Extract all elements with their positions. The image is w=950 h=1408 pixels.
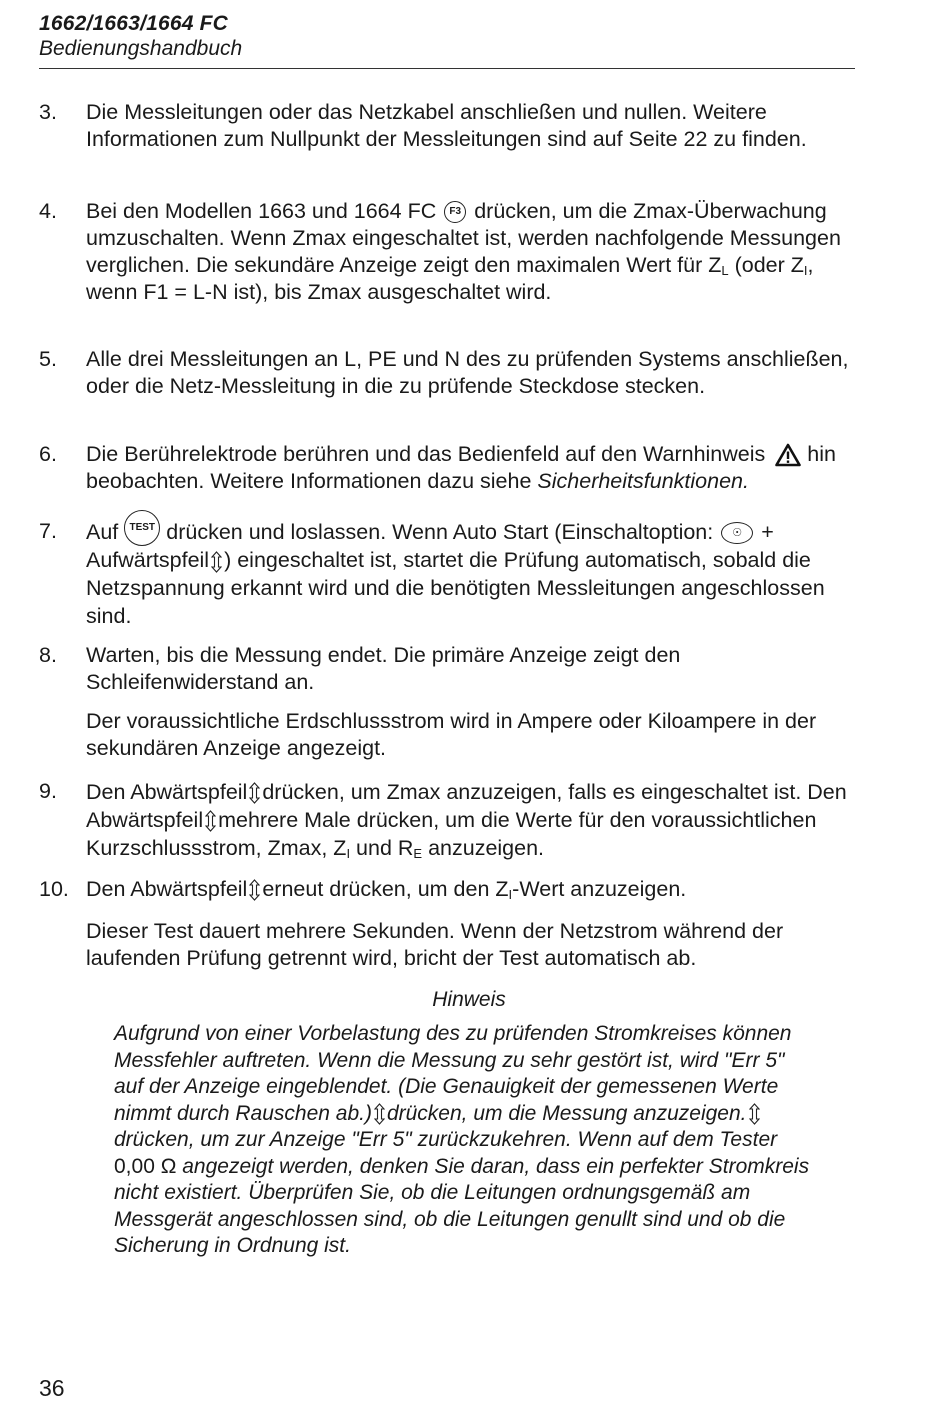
step-text-part: drücken, um die Zmax-Überwachung umzuschalten. Wenn Zmax eingeschaltet ist, werden nachfolgende Messungen verglichen. Die sekundäre Anzeige zeigt den maximalen Wert für Z [86, 199, 841, 277]
note-text-part: drücken, um zur Anzeige "Err 5" zurückzukehren. Wenn auf dem Tester [114, 1128, 778, 1151]
step-number: 10. [39, 877, 69, 901]
step-text-part: Den Abwärtspfeil [86, 877, 248, 901]
note-text-part: Aufgrund von einer Vorbelastung des zu prüfenden Stromkreises können Messfehler auftreten. Wenn die Messung zu sehr gestört ist, wird "Err 5" auf der Anzeige eingeblendet. (Die Genauigkeit der gemessenen Werte nimmt durch Rauschen ab.) [114, 1022, 792, 1125]
step-text: Die Messleitungen oder das Netzkabel anschließen und nullen. Weitere Informationen zum Nullpunkt der Messleitungen sind auf Seite 22 zu finden. [86, 100, 807, 151]
step-number: 9. [39, 779, 57, 803]
step-text-part: drücken, um Zmax anzuzeigen, falls es eingeschaltet ist. Den Abwärtspfeil [86, 780, 847, 832]
step-number: 8. [39, 643, 57, 667]
cross-reference: Sicherheitsfunktionen. [537, 469, 749, 493]
test-button-icon: TEST [124, 510, 160, 546]
header-model: 1662/1663/1664 FC [39, 12, 229, 35]
step-text-part: Die Berührelektrode berühren und das Bedienfeld auf den Warnhinweis [86, 442, 766, 466]
note-text-part: drücken, um die Messung anzuzeigen. [386, 1101, 747, 1125]
step-text-part: , wenn F1 = L-N ist), bis Zmax ausgeschaltet wird. [86, 253, 814, 304]
step-text [86, 778, 856, 862]
updown-arrow-key-icon [249, 782, 260, 804]
page-number: 36 [39, 1375, 65, 1401]
subscript: E [413, 846, 423, 861]
step-text-part: Den Abwärtspfeil [86, 780, 248, 804]
step-text-part: anzuzeigen. [428, 836, 545, 860]
step-10-paragraph: Dieser Test dauert mehrere Sekunden. Wenn der Netzstrom während der laufenden Prüfung getrennt wird, bricht der Test automatisch ab. [86, 919, 784, 970]
step-text-part: erneut drücken, um den Z [262, 877, 509, 901]
subscript: I [803, 263, 808, 278]
step-text-part: mehrere Male drücken, um die Werte für den voraussichtlichen Kurzschlussstrom, Zmax, Z [86, 808, 817, 860]
step-number: 3. [39, 100, 57, 124]
step-text-part: drücken und loslassen. Wenn Auto Start (Einschaltoption: [166, 520, 714, 544]
step-text [86, 198, 856, 306]
step-text: Warten, bis die Messung endet. Die primäre Anzeige zeigt den Schleifenwiderstand an. [86, 643, 681, 694]
step-text-part: Aufwärtspfeil [86, 548, 210, 573]
updown-arrow-key-icon [749, 1103, 760, 1125]
step-text-part: Auf [86, 520, 119, 544]
updown-arrow-key-icon [374, 1103, 385, 1125]
warning-triangle-icon [775, 443, 801, 467]
updown-arrow-key-icon [205, 810, 216, 832]
step-text: Alle drei Messleitungen an L, PE und N des zu prüfenden Systems anschließen, oder die Netz-Messleitung in die zu prüfende Steckdose stecken. [86, 347, 849, 398]
step-text-part: (oder Z [734, 253, 804, 277]
note-body [114, 1021, 814, 1260]
step-number: 6. [39, 442, 57, 466]
note-title: Hinweis [432, 988, 506, 1011]
step-text [86, 876, 856, 903]
header-document-title: Bedienungshandbuch [39, 37, 243, 60]
step-text-part: -Wert anzuzeigen. [512, 877, 687, 901]
step-number: 5. [39, 347, 57, 371]
step-text [86, 441, 856, 495]
step-text-part: hin beobachten. Weitere Informationen dazu siehe [86, 442, 836, 493]
power-on-key-icon: ☉ [721, 522, 753, 544]
step-text-part: ) eingeschaltet ist, startet die Prüfung automatisch, sobald die Netzspannung erkannt wird und die benötigten Messleitungen angeschlossen sind. [86, 548, 825, 629]
page-header [39, 10, 855, 69]
step-number: 7. [39, 519, 57, 543]
step-text-part: Bei den Modellen 1663 und 1664 FC [86, 199, 437, 223]
step-text [86, 518, 856, 630]
resistance-value: 0,00 Ω [114, 1154, 177, 1178]
subscript: I [346, 846, 351, 861]
step-8-paragraph: Der voraussichtliche Erdschlussstrom wird in Ampere oder Kiloampere in der sekundären Anzeige angezeigt. [86, 709, 817, 760]
f3-key-icon: F3 [444, 201, 466, 223]
subscript: L [721, 263, 729, 278]
updown-arrow-key-icon [211, 551, 222, 573]
step-text-part: und R [356, 836, 414, 860]
updown-arrow-key-icon [249, 879, 260, 901]
subscript: I [508, 887, 513, 902]
step-text-part: + [761, 520, 774, 544]
step-number: 4. [39, 199, 57, 223]
note-text-part: angezeigt werden, denken Sie daran, dass ein perfekter Stromkreis nicht existiert. Überprüfen Sie, ob die Leitungen ordnungsgemäß am Messgerät angeschlossen sind, ob die Leitungen genullt sind und ob die Sicherung in Ordnung ist. [114, 1154, 810, 1257]
